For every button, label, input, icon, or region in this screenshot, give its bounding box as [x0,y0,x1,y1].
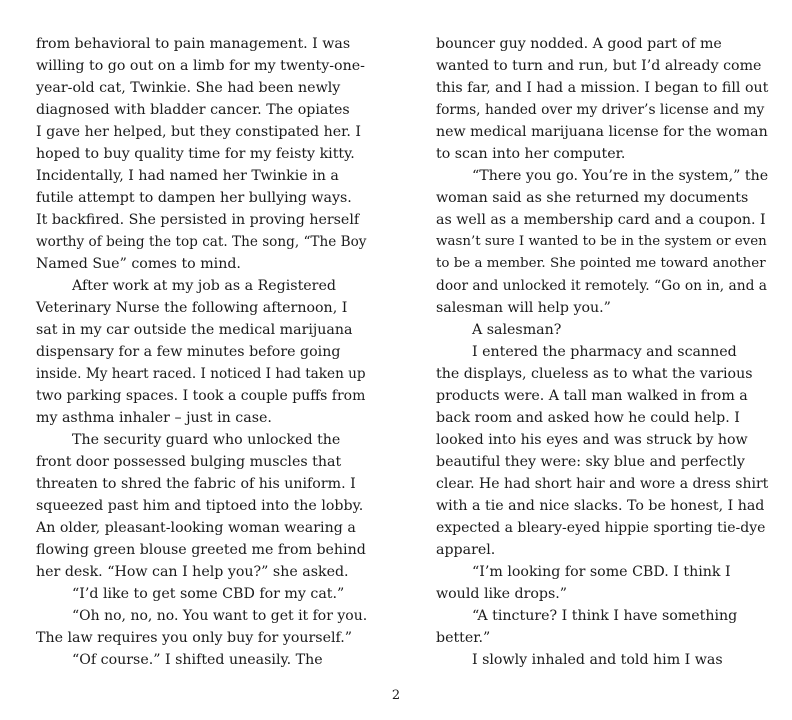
text-line: I entered the pharmacy and scanned [472,344,737,360]
text-line: would like drops.” [436,586,568,602]
text-line: “I’m looking for some CBD. I think I [472,564,731,580]
text-line: hoped to buy quality time for my feisty kitty. [36,146,355,162]
text-line: from behavioral to pain management. I was [36,36,351,52]
text-line: expected a bleary-eyed hippie sporting tie-dye [436,520,766,536]
text-line: apparel. [436,542,496,558]
text-line: inside. My heart raced. I noticed I had taken up [36,366,366,382]
text-line: “Of course.” I shifted uneasily. The [72,652,323,668]
text-line: Veterinary Nurse the following afternoon, I [36,300,348,316]
text-line: to scan into her computer. [436,146,626,162]
text-line: The law requires you only buy for yourself.” [36,630,353,646]
left-text-column [36,33,368,671]
text-line: An older, pleasant-looking woman wearing a [36,520,356,536]
text-line: new medical marijuana license for the woman [436,124,768,140]
text-line: flowing green blouse greeted me from behind [36,542,366,558]
text-line: her desk. “How can I help you?” she asked. [36,564,349,580]
text-line: I slowly inhaled and told him I was [472,652,723,668]
text-line: clear. He had short hair and wore a dress shirt [436,476,769,492]
text-line: wanted to turn and run, but I’d already come [436,58,762,74]
text-line: I gave her helped, but they constipated her. I [36,124,361,140]
text-line: “I’d like to get some CBD for my cat.” [72,586,345,602]
text-line: with a tie and nice slacks. To be honest, I had [436,498,765,514]
text-line: forms, handed over my driver’s license and my [436,102,765,118]
text-line: to be a member. She pointed me toward another [436,256,766,271]
text-line: bouncer guy nodded. A good part of me [436,36,722,52]
text-line: A salesman? [472,322,562,338]
text-line: beautiful they were: sky blue and perfectly [436,454,745,470]
text-line: Incidentally, I had named her Twinkie in a [36,168,339,184]
text-line: products were. A tall man walked in from a [436,388,748,404]
text-line: threaten to shred the fabric of his uniform. I [36,476,356,492]
text-line: worthy of being the top cat. The song, “The Boy [36,234,367,250]
text-line: year-old cat, Twinkie. She had been newly [36,80,341,96]
text-line: “There you go. You’re in the system,” the [472,168,769,184]
text-line: salesman will help you.” [436,300,611,316]
text-line: back room and asked how he could help. I [436,410,740,426]
text-line: “A tincture? I think I have something [472,608,738,624]
text-line: as well as a membership card and a coupon. I [436,212,766,228]
text-line: wasn’t sure I wanted to be in the system or even [436,234,767,249]
right-text-column [436,33,768,671]
text-line: this far, and I had a mission. I began to fill out [436,80,769,96]
text-line: diagnosed with bladder cancer. The opiates [36,102,350,118]
page-number: 2 [391,688,401,703]
text-line: door and unlocked it remotely. “Go on in, and a [436,278,768,294]
text-line: willing to go out on a limb for my twenty-one- [36,58,365,74]
text-line: looked into his eyes and was struck by how [436,432,748,448]
text-line: “Oh no, no, no. You want to get it for you. [72,608,368,624]
text-line: It backfired. She persisted in proving herself [36,212,360,228]
text-line: the displays, clueless as to what the various [436,366,753,382]
text-line: After work at my job as a Registered [72,278,336,294]
text-line: front door possessed bulging muscles that [36,454,342,470]
text-line: futile attempt to dampen her bullying ways. [36,190,352,206]
text-line: my asthma inhaler – just in case. [36,410,272,426]
text-line: squeezed past him and tiptoed into the lobby. [36,498,364,514]
text-line: dispensary for a few minutes before going [36,344,341,360]
text-line: woman said as she returned my documents [436,190,749,206]
text-line: sat in my car outside the medical marijuana [36,322,353,338]
text-line: better.” [436,630,491,646]
text-line: Named Sue” comes to mind. [36,256,241,272]
text-line: two parking spaces. I took a couple puffs from [36,388,366,404]
text-line: The security guard who unlocked the [72,432,341,448]
